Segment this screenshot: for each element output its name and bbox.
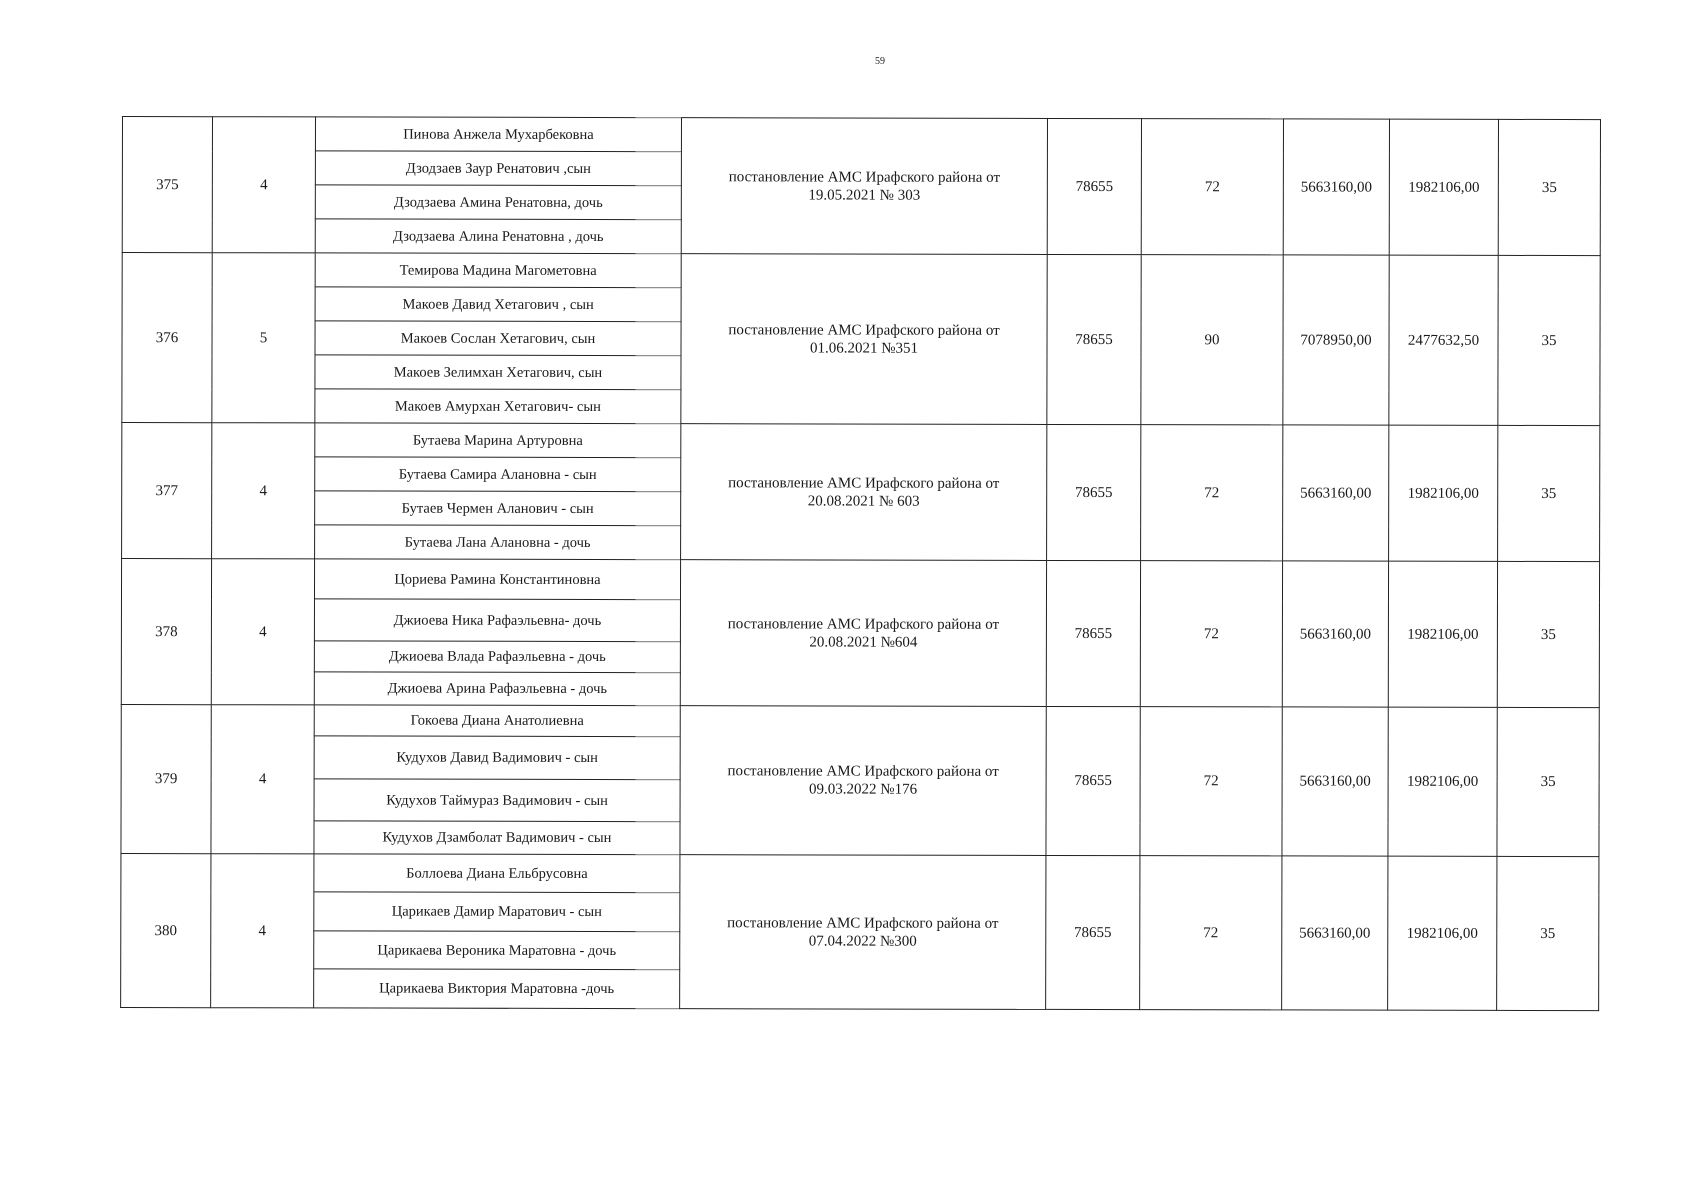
family-member: Царикаев Дамир Маратович - сын — [314, 892, 680, 932]
value-cell: 78655 — [1047, 254, 1141, 424]
value-cell: 2477632,50 — [1389, 255, 1498, 425]
family-member: Макоев Зелимхан Хетагович, сын — [315, 355, 681, 390]
family-member: Боллоева Диана Ельбрусовна — [314, 854, 680, 893]
family-member: Дзодзаев Заур Ренатович ,сын — [315, 151, 681, 186]
value-cell: 72 — [1141, 119, 1283, 255]
value-cell: 72 — [1140, 707, 1282, 856]
record-number: 378 — [121, 559, 211, 705]
value-cell: 35 — [1498, 255, 1600, 425]
table-row — [121, 559, 1599, 602]
family-member: Макоев Сослан Хетагович, сын — [315, 321, 681, 356]
register-body — [121, 117, 1601, 1011]
value-cell: 72 — [1141, 425, 1283, 561]
family-size: 4 — [211, 705, 314, 854]
family-member: Макоев Амурхан Хетагович- сын — [315, 389, 681, 424]
family-member: Кудухов Таймураз Вадимович - сын — [314, 779, 680, 822]
family-member: Царикаева Вероника Маратовна - дочь — [314, 931, 680, 970]
value-cell: 35 — [1497, 707, 1599, 856]
value-cell: 1982106,00 — [1388, 707, 1497, 856]
family-member: Кудухов Давид Вадимович - сын — [314, 736, 680, 780]
family-member: Пинова Анжела Мухарбековна — [315, 117, 681, 152]
family-member: Джиоева Влада Рафаэльевна - дочь — [314, 641, 680, 673]
decree: постановление АМС Ирафского района от 20.08.2021 №604 — [680, 560, 1046, 707]
family-member: Дзодзаева Амина Ренатовна, дочь — [315, 185, 681, 220]
table-row — [122, 253, 1600, 290]
decree: постановление АМС Ирафского района от 07.04.2022 №300 — [680, 855, 1046, 1010]
value-cell: 1982106,00 — [1388, 856, 1497, 1010]
value-cell: 90 — [1141, 255, 1283, 425]
value-cell: 5663160,00 — [1282, 707, 1388, 856]
decree: постановление АМС Ирафского района от 09.03.2022 №176 — [680, 706, 1046, 856]
page-number: 59 — [875, 56, 885, 67]
table-row — [121, 853, 1599, 894]
family-member: Темирова Мадина Магометовна — [315, 253, 681, 288]
value-cell: 78655 — [1047, 424, 1141, 560]
family-member: Джиоева Ника Рафаэльевна- дочь — [314, 599, 680, 642]
value-cell: 78655 — [1046, 706, 1140, 855]
value-cell: 78655 — [1047, 118, 1141, 254]
value-cell: 72 — [1140, 856, 1282, 1010]
family-size: 4 — [212, 423, 315, 559]
family-member: Дзодзаева Алина Ренатовна , дочь — [315, 219, 681, 254]
family-member: Кудухов Дзамболат Вадимович - сын — [314, 821, 680, 855]
family-size: 4 — [211, 559, 314, 705]
record-number: 379 — [121, 704, 211, 853]
record-number: 376 — [122, 253, 212, 423]
family-size: 4 — [211, 854, 314, 1008]
value-cell: 35 — [1497, 856, 1599, 1010]
decree: постановление АМС Ирафского района от 20.08.2021 № 603 — [681, 424, 1047, 561]
family-size: 5 — [212, 253, 315, 423]
value-cell: 1982106,00 — [1389, 425, 1498, 561]
register-table — [120, 116, 1601, 1011]
table-row — [122, 423, 1600, 460]
family-member: Бутаев Чермен Аланович - сын — [315, 491, 681, 526]
value-cell: 7078950,00 — [1283, 255, 1389, 425]
value-cell: 78655 — [1046, 560, 1140, 706]
value-cell: 78655 — [1046, 855, 1140, 1009]
value-cell: 35 — [1498, 425, 1600, 561]
value-cell: 5663160,00 — [1283, 119, 1389, 255]
table-row — [121, 704, 1599, 738]
table-row — [122, 117, 1600, 154]
value-cell: 72 — [1140, 561, 1282, 707]
value-cell: 1982106,00 — [1389, 119, 1498, 255]
value-cell: 35 — [1497, 561, 1599, 707]
family-member: Цориева Рамина Константиновна — [314, 559, 680, 600]
family-member: Макоев Давид Хетагович , сын — [315, 287, 681, 322]
decree: постановление АМС Ирафского района от 19.05.2021 № 303 — [681, 118, 1047, 255]
family-member: Бутаева Лана Алановна - дочь — [315, 525, 681, 560]
value-cell: 35 — [1498, 119, 1600, 255]
decree: постановление АМС Ирафского района от 01.06.2021 №351 — [681, 254, 1047, 425]
value-cell: 1982106,00 — [1388, 561, 1497, 707]
family-size: 4 — [212, 117, 315, 253]
value-cell: 5663160,00 — [1282, 561, 1388, 707]
record-number: 377 — [122, 423, 212, 559]
record-number: 380 — [121, 853, 211, 1007]
family-member: Бутаева Марина Артуровна — [315, 423, 681, 458]
value-cell: 5663160,00 — [1282, 856, 1388, 1010]
value-cell: 5663160,00 — [1283, 425, 1389, 561]
family-member: Царикаева Виктория Маратовна -дочь — [314, 969, 680, 1009]
family-member: Гокоева Диана Анатолиевна — [314, 705, 680, 737]
family-member: Джиоева Арина Рафаэльевна - дочь — [314, 672, 680, 706]
record-number: 375 — [122, 117, 212, 253]
family-member: Бутаева Самира Алановна - сын — [315, 457, 681, 492]
